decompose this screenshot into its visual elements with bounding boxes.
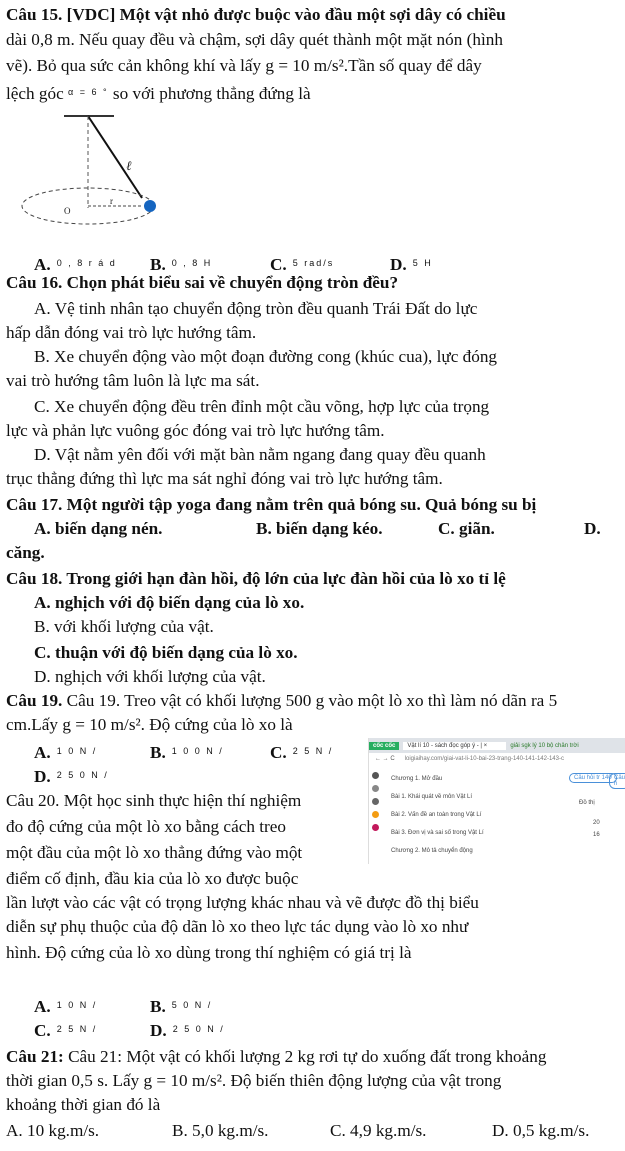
q15-line3: vẽ). Bỏ qua sức cản không khí và lấy g = 10 m/s².Tần số quay để dây — [6, 56, 482, 75]
menu-item[interactable]: Bài 2. Vấn đề an toàn trong Vật Lí — [391, 812, 482, 818]
q17-option-b: B. biến dạng kéo. — [256, 519, 383, 538]
ball — [144, 200, 156, 212]
q21-option-c: C. 4,9 kg.m/s. — [330, 1121, 427, 1140]
q20-option-d: D. $^{2 5 0 N /}$ — [150, 1021, 225, 1040]
menu-item[interactable]: Bài 1. Khái quát về môn Vật Lí — [391, 794, 473, 800]
browser-tab-bar — [369, 738, 625, 753]
browser-tab-other[interactable]: giải sgk lý 10 bộ chân trời — [510, 742, 579, 749]
q15-line1: Câu 15. [VDC] Một vật nhỏ được buộc vào đầu một sợi dây có chiều — [6, 5, 506, 24]
q18-option-b: B. với khối lượng của vật. — [34, 617, 214, 636]
q17-option-a: A. biến dạng nén. — [34, 519, 163, 538]
sidebar-history-icon[interactable] — [372, 785, 379, 792]
q15-option-c: C. $^{5 rad/s}$ — [270, 255, 335, 274]
menu-item[interactable]: Bài 3. Đơn vị và sai số trong Vật Lí — [391, 830, 484, 836]
sidebar-app-icon[interactable] — [372, 824, 379, 831]
q15-line4: lệch góc $^{\alpha = 6 ^\circ}$ so với phương thẳng đứng là — [6, 84, 311, 103]
q20-option-b: B. $^{5 0 N /}$ — [150, 997, 213, 1016]
q16-a2: hấp dẫn đóng vai trò lực hướng tâm. — [6, 323, 257, 342]
q21-line2: thời gian 0,5 s. Lấy g = 10 m/s². Độ biến thiên động lượng của vật trong — [6, 1071, 502, 1090]
question-pill[interactable]: Câu hỏi tr 140 — [569, 773, 617, 783]
browser-sidebar — [369, 766, 381, 837]
q21-line1: Câu 21: Câu 21: Một vật có khối lượng 2 kg rơi tự do xuống đất trong khoảng — [6, 1047, 547, 1066]
q15-option-b: B. $^{0 , 8 H}$ — [150, 255, 213, 274]
q16-title: Câu 16. Chọn phát biểu sai về chuyển động tròn đều? — [6, 273, 399, 292]
chapter-menu — [391, 770, 484, 860]
q16-d2: trục thẳng đứng thì lực ma sát nghỉ đóng vai trò lực hướng tâm. — [6, 469, 443, 488]
q15-option-a: A. $^{0 , 8 r á d}$ — [34, 255, 117, 274]
q20-option-c: C. $^{2 5 N /}$ — [34, 1021, 98, 1040]
browser-logo-tab[interactable]: cốc cốc — [369, 742, 399, 750]
r-label: r — [110, 196, 113, 206]
q19-option-a: A. $^{1 0 N /}$ — [34, 743, 98, 762]
q18-title: Câu 18. Trong giới hạn đàn hồi, độ lớn của lực đàn hồi của lò xo tỉ lệ — [6, 569, 506, 588]
q20-line4: điểm cố định, đầu kia của lò xo được buộc — [6, 869, 299, 888]
q19-option-b: B. $^{1 0 0 N /}$ — [150, 743, 224, 762]
q17-option-c: C. giãn. — [438, 519, 495, 538]
ell-label: ℓ — [126, 158, 132, 173]
q20-line5: lần lượt vào các vật có trọng lượng khác nhau và vẽ được đồ thị biểu — [6, 893, 479, 912]
q16-b2: vai trò hướng tâm luôn là lực ma sát. — [6, 371, 260, 390]
q21-line3: khoảng thời gian đó là — [6, 1095, 161, 1114]
sidebar-list-icon[interactable] — [372, 798, 379, 805]
sidebar-gear-icon[interactable] — [372, 772, 379, 779]
browser-tab-active[interactable]: Vật lí 10 - sách đọc góp ý - | × — [403, 742, 506, 750]
q16-b1: B. Xe chuyển động vào một đoạn đường cong (khúc cua), lực đóng — [34, 347, 498, 366]
q16-d1: D. Vật nằm yên đối với mặt bàn nằm ngang đang quay đều quanh — [34, 445, 486, 464]
q16-a1: A. Vệ tinh nhân tạo chuyển động tròn đều quanh Trái Đất do lực — [34, 299, 478, 318]
q15-option-d: D. $^{5 H}$ — [390, 255, 433, 274]
q21-option-a: A. 10 kg.m/s. — [6, 1121, 100, 1140]
q17-option-d: D. — [584, 519, 601, 538]
q20-option-a: A. $^{1 0 N /}$ — [34, 997, 98, 1016]
q19-line1: Câu 19. Câu 19. Treo vật có khối lượng 500 g vào một lò xo thì làm nó dãn ra 5 — [6, 691, 558, 710]
q17-option-d-text: căng. — [6, 543, 45, 562]
q18-option-a: A. nghịch với độ biến dạng của lò xo. — [34, 593, 305, 612]
alpha-value: α = 6 ° — [68, 87, 109, 97]
q17-title: Câu 17. Một người tập yoga đang nằm trên quả bóng su. Quả bóng su bị — [6, 495, 537, 514]
q16-c2: lực và phản lực vuông góc đóng vai trò lực hướng tâm. — [6, 421, 385, 440]
q20-line7: hình. Độ cứng của lò xo dùng trong thí nghiệm có giá trị là — [6, 943, 412, 962]
q16-c1: C. Xe chuyển động đều trên đỉnh một cầu võng, hợp lực của trọng — [34, 397, 490, 416]
browser-url-bar[interactable] — [369, 753, 625, 765]
string — [88, 116, 142, 198]
conical-pendulum-figure — [14, 108, 184, 248]
q15-line2: dài 0,8 m. Nếu quay đều và chậm, sợi dây quét thành một mặt nón (hình — [6, 30, 503, 49]
q18-option-c: C. thuận với độ biến dạng của lò xo. — [34, 643, 298, 662]
o-label: O — [64, 206, 71, 216]
q21-option-b: B. 5,0 kg.m/s. — [172, 1121, 269, 1140]
q20-line2: đo độ cứng của một lò xo bằng cách treo — [6, 817, 286, 836]
nav-arrows-icon[interactable]: ← → C — [375, 756, 395, 762]
menu-item[interactable]: Chương 1. Mở đầu — [391, 776, 443, 782]
q20-line1: Câu 20. Một học sinh thực hiện thí nghiệm — [6, 791, 302, 810]
q19-line2: cm.Lấy g = 10 m/s². Độ cứng của lò xo là — [6, 715, 293, 734]
url-text: loigiaihay.com/giai-vat-li-10-bai-23-trang-140-141-142-143-c — [404, 756, 564, 762]
q21-option-d: D. 0,5 kg.m/s. — [492, 1121, 590, 1140]
embedded-browser-screenshot — [368, 738, 625, 864]
graph-snippet: Đồ thị 20 16 — [579, 800, 600, 838]
menu-item[interactable]: Chương 2. Mô tả chuyển động — [391, 848, 473, 854]
question-pill-2[interactable]: Câu h — [609, 773, 625, 789]
q20-line6: diễn sự phụ thuộc của độ dãn lò xo theo lực tác dụng vào lò xo như — [6, 917, 469, 936]
sidebar-star-icon[interactable] — [372, 811, 379, 818]
q18-option-d: D. nghịch với khối lượng của vật. — [34, 667, 266, 686]
q19-option-d: D. $^{2 5 0 N /}$ — [34, 767, 109, 786]
q20-line3: một đầu của một lò xo thẳng đứng vào một — [6, 843, 303, 862]
q19-option-c: C. $^{2 5 N /}$ — [270, 743, 334, 762]
